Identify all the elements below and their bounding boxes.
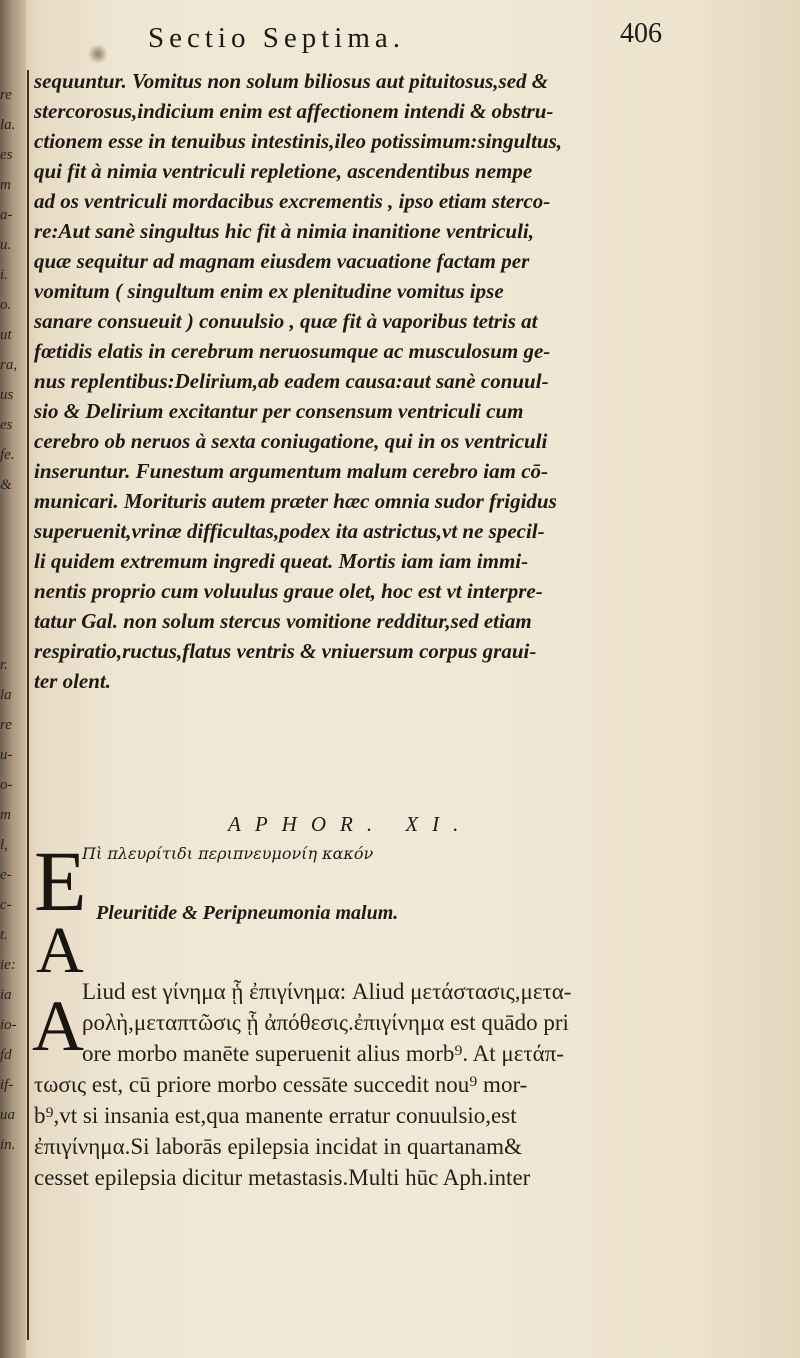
margin-fragment: c- [0,897,12,913]
margin-fragment: la. [0,117,16,133]
margin-fragment: i. [0,267,8,283]
margin-fragment: o- [0,777,13,793]
text-line: nus replentibus:Delirium,ab eadem causa:aut sanè conuul- [34,369,549,393]
running-head: Sectio Septima. [148,22,406,54]
text-line: ore morbo manēte superuenit alius morb⁹. At μετάπ- [82,1041,564,1066]
margin-fragment: us [0,387,14,403]
margin-fragment: fd [0,1047,12,1063]
margin-fragment: es [0,147,13,163]
text-line: quæ sequitur ad magnam eiusdem vacuatione factam per [34,249,530,273]
text-line: cerebro ob neruos à sexta coniugatione, qui in os ventriculi [34,429,548,453]
margin-fragment: r. [0,657,8,673]
text-line: sequuntur. Vomitus non solum biliosus aut pituitosus,sed & [34,69,549,93]
margin-fragment: & [0,477,12,493]
margin-fragment: es [0,417,13,433]
dropcap-commentary: A [32,986,84,1066]
margin-fragment [0,560,22,590]
text-line: superuenit,vrinæ difficultas,podex ita astrictus,vt ne specil- [34,519,545,543]
commentary-roman-text [34,976,714,1193]
text-line: cesset epilepsia dicitur metastasis.Multi hūc Aph.inter [34,1165,531,1190]
text-line: tatur Gal. non solum stercus vomitione redditur,sed etiam [34,609,532,633]
latin-translation: Pleuritide & Peripneumonia malum. [96,902,399,924]
ornament-mark [88,44,108,64]
text-line: qui fit à nimia ventriculi repletione, ascendentibus nempe [34,159,533,183]
margin-fragment: u. [0,237,12,253]
margin-fragment: in. [0,1137,16,1153]
text-line: inseruntur. Funestum argumentum malum cerebro iam cō- [34,459,549,483]
margin-fragment: io- [0,1017,17,1033]
margin-fragment: e- [0,867,12,883]
text-line: re:Aut sanè singultus hic fit à nimia inanitione ventriculi, [34,219,535,243]
margin-fragment: u- [0,747,13,763]
text-line: sio & Delirium excitantur per consensum ventriculi cum [34,399,524,423]
text-line: ter olent. [34,669,111,693]
page-number: 406 [620,18,662,49]
margin-fragment: ua [0,1107,15,1123]
margin-fragment: la [0,687,12,703]
text-line: ctionem esse in tenuibus intestinis,ileo potissimum:singultus, [34,129,563,153]
margin-fragment [0,590,22,620]
margin-fragment: l, [0,837,8,853]
text-line: Liud est γίνημα ᾗ ἐπιγίνημα: Aliud μετάστασις,μετα- [82,979,572,1004]
text-line: stercorosus,indicium enim est affectionem intendi & obstru- [34,99,554,123]
margin-fragment: re [0,87,12,103]
margin-fragment: m [0,177,11,193]
text-line: respiratio,ructus,flatus ventris & vniuersum corpus graui- [34,639,537,663]
dropcap-latin: A [36,914,84,987]
dropcap-greek: E [34,833,87,929]
greek-aphorism-text: Πὶ πλευρίτιδι περιπνευμονίη κακόν [82,844,374,863]
text-line: ad os ventriculi mordacibus excrementis , ipso etiam sterco- [34,189,551,213]
text-line: li quidem extremum ingredi queat. Mortis iam iam immi- [34,549,529,573]
text-line: municari. Morituris autem præter hæc omnia sudor frigidus [34,489,557,513]
text-line: ρολὴ,μεταπτῶσις ᾗ ἀπόθεσις.ἐπιγίνημα est quādo pri [82,1010,569,1035]
margin-fragment: m [0,807,11,823]
margin-fragment: o. [0,297,12,313]
text-line: vomitum ( singultum enim ex plenitudine vomitus ipse [34,279,504,303]
commentary-italic-text [34,66,684,696]
margin-fragment: fe. [0,447,15,463]
margin-rule [27,70,29,1340]
margin-fragment: t. [0,927,8,943]
margin-fragment: ut [0,327,12,343]
text-line: b⁹,vt si insania est,qua manente erratur conuulsio,est [34,1103,517,1128]
margin-fragment: ra, [0,357,18,373]
text-line: τωσις est, cū priore morbo cessāte succedit nou⁹ mor- [34,1072,528,1097]
margin-fragment [0,530,22,560]
margin-fragment: ie: [0,957,16,973]
margin-fragment: re [0,717,12,733]
text-line: sanare consueuit ) conuulsio , quæ fit à vaporibus tetris at [34,309,538,333]
text-line: nentis proprio cum voluulus graue olet, hoc est vt interpre- [34,579,543,603]
margin-fragment: ia [0,987,12,1003]
previous-page-margin [0,80,22,1160]
text-line: ἐπιγίνημα.Si laborās epilepsia incidat in quartanam& [34,1134,522,1159]
margin-fragment [0,620,22,650]
aphorism-title: APHOR. XI. [228,812,473,836]
margin-fragment: if- [0,1077,14,1093]
margin-fragment: a- [0,207,13,223]
text-line: fœtidis elatis in cerebrum neruosumque ac musculosum ge- [34,339,551,363]
margin-fragment [0,500,22,530]
